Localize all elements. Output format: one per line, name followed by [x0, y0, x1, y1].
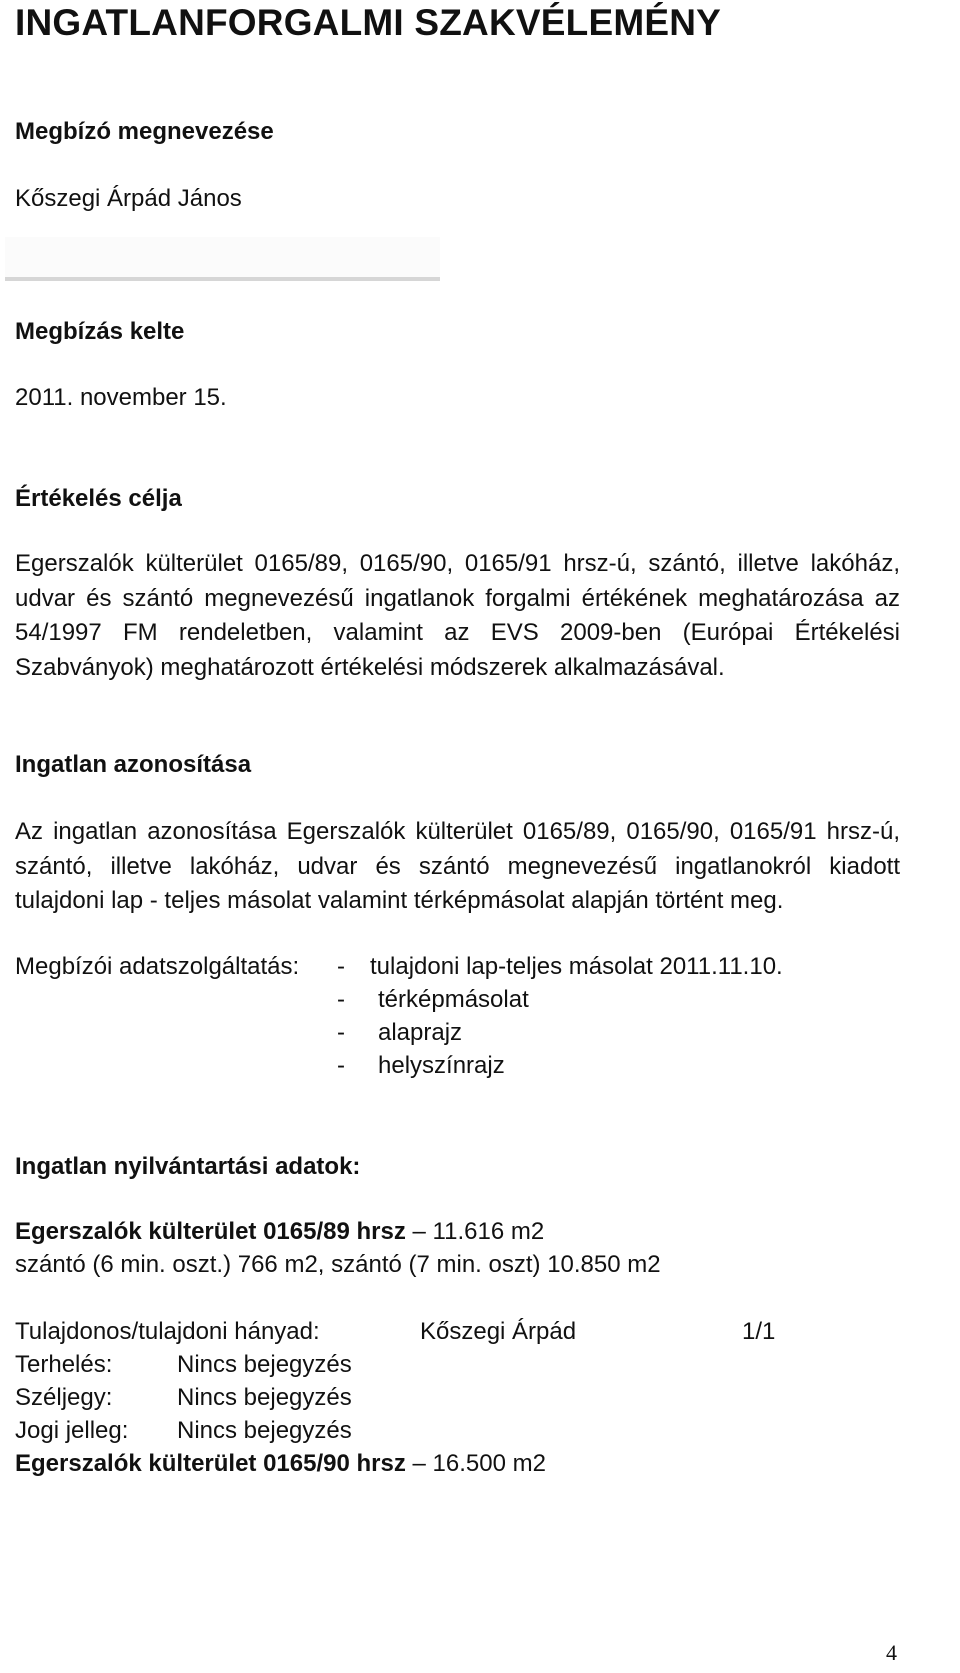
client-data-label: Megbízói adatszolgáltatás:	[15, 953, 300, 980]
list-dash: -	[337, 1052, 345, 1079]
client-name: Kőszegi Árpád János	[15, 185, 242, 212]
document-title: INGATLANFORGALMI SZAKVÉLEMÉNY	[15, 2, 722, 43]
page-number: 4	[886, 1640, 897, 1665]
client-data-item: alaprajz	[378, 1019, 463, 1046]
client-data-item: térképmásolat	[378, 986, 529, 1013]
client-heading: Megbízó megnevezése	[15, 118, 274, 145]
margin-note-label: Széljegy:	[15, 1384, 113, 1411]
client-data-item: helyszínrajz	[378, 1052, 505, 1079]
list-dash: -	[337, 1019, 345, 1046]
property-identification-text: Az ingatlan azonosítása Egerszalók külterület 0165/89, 0165/90, 0165/91 hrsz-ú, szántó, illetve lakóház, udvar és szántó megnevezésű ingatlanokról kiadott tulajdoni lap - teljes másolat valamint térképmásolat alapján történt meg.	[15, 818, 900, 914]
parcel-title: Egerszalók külterület 0165/89 hrsz	[15, 1218, 406, 1245]
owner-share: 1/1	[742, 1318, 776, 1345]
parcel-detail: szántó (6 min. oszt.) 766 m2, szántó (7 min. oszt) 10.850 m2	[15, 1251, 661, 1278]
parcel-0165-89-line	[15, 1218, 544, 1246]
legal-status-label: Jogi jelleg:	[15, 1417, 129, 1444]
redacted-address-block	[5, 237, 440, 281]
owner-label: Tulajdonos/tulajdoni hányad:	[15, 1318, 320, 1345]
assignment-date: 2011. november 15.	[15, 384, 227, 411]
list-dash: -	[337, 953, 345, 980]
parcel-title: Egerszalók külterület 0165/90 hrsz	[15, 1450, 406, 1477]
parcel-area: – 11.616 m2	[405, 1218, 545, 1245]
owner-name: Kőszegi Árpád	[420, 1318, 577, 1345]
legal-status-value: Nincs bejegyzés	[177, 1417, 352, 1444]
valuation-purpose-heading: Értékelés célja	[15, 485, 182, 512]
valuation-purpose-text: Egerszalók külterület 0165/89, 0165/90, 0165/91 hrsz-ú, szántó, illetve lakóház, udvar és szántó megnevezésű ingatlanok forgalmi értékének meghatározása az 54/1997 FM rendeletben, valamint az EVS 2009-ben (Európai Értékelési Szabványok) meghatározott értékelési módszerek alkalmazásával.	[15, 550, 900, 681]
parcel-0165-90-line	[15, 1450, 546, 1478]
assignment-date-heading: Megbízás kelte	[15, 318, 185, 345]
registry-data-heading: Ingatlan nyilvántartási adatok:	[15, 1153, 361, 1180]
client-data-item: tulajdoni lap-teljes másolat 2011.11.10.	[370, 953, 783, 980]
encumbrance-label: Terhelés:	[15, 1351, 113, 1378]
parcel-area: – 16.500 m2	[405, 1450, 546, 1477]
list-dash: -	[337, 986, 345, 1013]
encumbrance-value: Nincs bejegyzés	[177, 1351, 352, 1378]
margin-note-value: Nincs bejegyzés	[177, 1384, 352, 1411]
property-identification-heading: Ingatlan azonosítása	[15, 751, 252, 778]
